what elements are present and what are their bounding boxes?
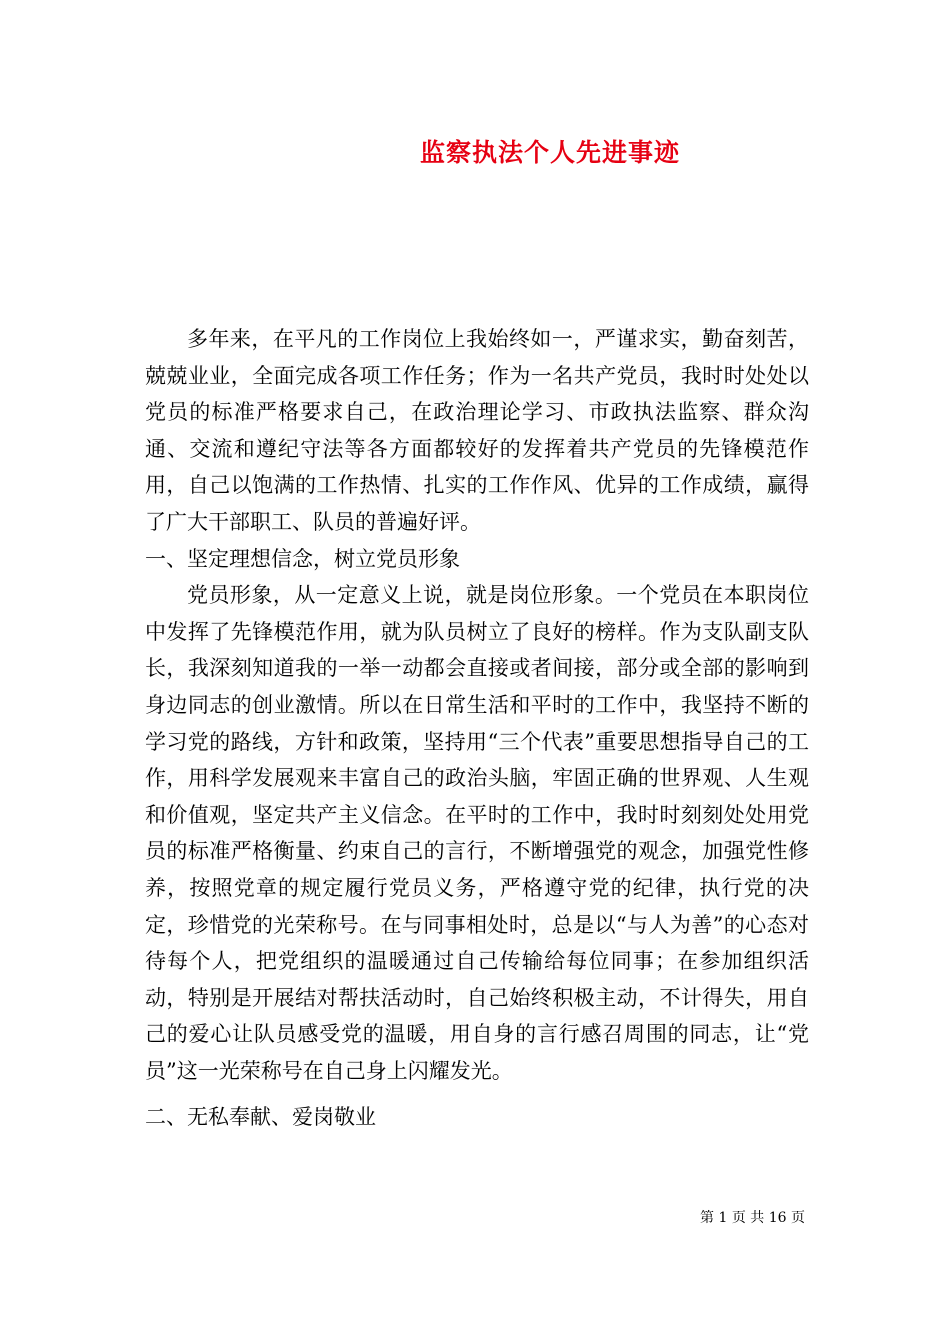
document-title: 监察执法个人先进事迹: [419, 138, 680, 167]
section-1-paragraph: 党员形象，从一定意义上说，就是岗位形象。一个党员在本职岗位中发挥了先锋模范作用，就为队员树立了良好的榜样。作为支队副支队长，我深刻知道我的一举一动都会直接或者间接，部分或全部的影响到身边同志的创业激情。所以在日常生活和平时的工作中，我坚持不断的学习党的路线，方针和政策，坚持用“三个代表”重要思想指导自己的工作，用科学发展观来丰富自己的政治头脑，牢固正确的世界观、人生观和价值观，坚定共产主义信念。在平时的工作中，我时时刻刻处处用党员的标准严格衡量、约束自己的言行，不断增强党的观念，加强党性修养，按照党章的规定履行党员义务，严格遵守党的纪律，执行党的决定，珍惜党的光荣称号。在与同事相处时，总是以“与人为善”的心态对待每个人，把党组织的温暖通过自己传输给每位同事；在参加组织活动，特别是开展结对帮扶活动时，自己始终积极主动，不计得失，用自己的爱心让队员感受党的温暖，用自身的言行感召周围的同志，让“党员”这一光荣称号在自己身上闪耀发光。: [145, 583, 809, 1083]
page-footer: [700, 1207, 805, 1227]
section-heading-1: 一、坚定理想信念，树立党员形象: [145, 546, 460, 571]
section-heading-2: 二、无私奉献、爱岗敬业: [145, 1105, 376, 1130]
intro-paragraph: 多年来，在平凡的工作岗位上我始终如一，严谨求实，勤奋刻苦，兢兢业业，全面完成各项工作任务；作为一名共产党员，我时时处处以党员的标准严格要求自己，在政治理论学习、市政执法监察、群众沟通、交流和遵纪守法等各方面都较好的发挥着共产党员的先锋模范作用，自己以饱满的工作热情、扎实的工作作风、优异的工作成绩，赢得了广大干部职工、队员的普遍好评。: [145, 327, 809, 534]
page-number-label: 第 1 页 共 16 页: [700, 1210, 805, 1226]
document-body: [145, 321, 809, 1136]
